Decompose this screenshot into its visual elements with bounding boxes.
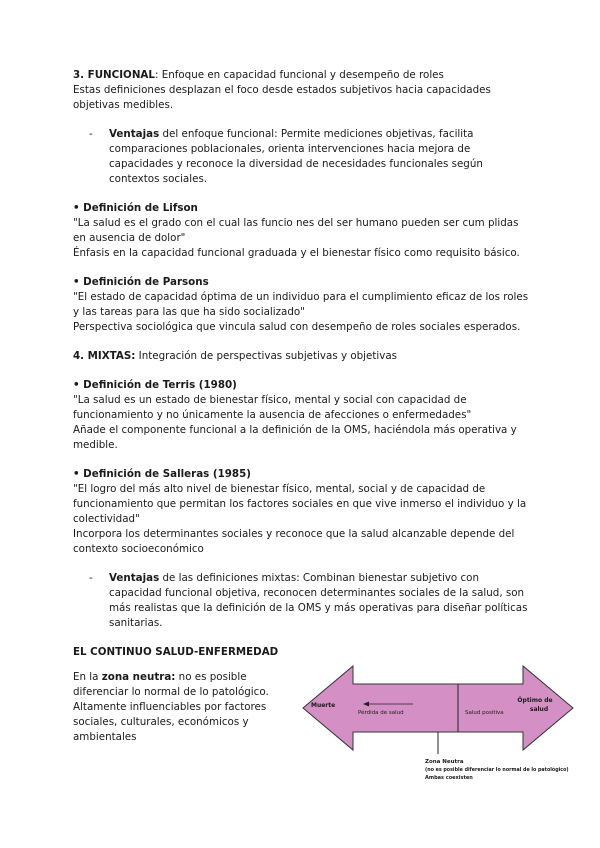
salud-positiva-label: Salud positiva [465, 710, 504, 716]
lifson-note: Énfasis en la capacidad funcional graduada y el bienestar físico como requisito básico. [73, 247, 520, 259]
terris-title: • Definición de Terris (1980) [73, 379, 237, 391]
continuo-diagram [303, 666, 583, 806]
parsons-title: • Definición de Parsons [73, 276, 209, 288]
funcional-ventajas [73, 127, 533, 187]
ambas-coexisten-label: Ambas coexisten [425, 775, 473, 781]
mixtas-heading [73, 349, 533, 364]
lifson-title: • Definición de Lifson [73, 202, 198, 214]
mixtas-heading-bold: 4. MIXTAS: [73, 350, 136, 362]
continuo-diagram-svg [303, 666, 583, 806]
salleras-quote: "El logro del más alto nivel de bienestar físico, mental, social y de capacidad de funcionamiento que permitan los factores sociales en que vive inmerso el individuo y la colectividad" [73, 483, 527, 525]
funcional-heading [73, 68, 533, 83]
salleras-title: • Definición de Salleras (1985) [73, 468, 251, 480]
parsons-note: Perspectiva sociológica que vincula salud con desempeño de roles sociales esperados. [73, 321, 521, 333]
continuo-section [73, 670, 569, 810]
funcional-ventajas-rest: del enfoque funcional: Permite mediciones objetivas, facilita comparaciones poblacionales, orienta intervenciones hacia mejora de capacidades y reconoce la diversidad de necesidades funcionales según contextos sociales. [109, 128, 483, 185]
mixtas-ventajas-bold: Ventajas [109, 572, 160, 584]
parsons-quote: "El estado de capacidad óptima de un individuo para el cumplimiento eficaz de los roles y las tareas para las que ha sido socializado" [73, 291, 529, 318]
funcional-ventajas-bold: Ventajas [109, 128, 160, 140]
funcional-heading-bold: 3. FUNCIONAL [73, 69, 155, 81]
zona-neutra-bold: zona neutra: [101, 671, 176, 683]
zona-neutra-desc: (no es posible diferenciar lo normal de lo patológico) [425, 768, 569, 773]
continuo-title: EL CONTINUO SALUD-ENFERMEDAD [73, 646, 279, 658]
mixtas-ventajas [73, 571, 533, 631]
terris-note: Añade el componente funcional a la definición de la OMS, haciéndola más operativa y medible. [73, 424, 517, 451]
optimo-label-2: salud [529, 706, 549, 713]
dash-bullet: - [89, 572, 93, 584]
perdida-label: Pérdida de salud [358, 710, 404, 716]
zona-neutra-label: Zona Neutra [425, 759, 464, 765]
lifson-quote: "La salud es el grado con el cual las funcio nes del ser humano pueden ser cum plidas en ausencia de dolor" [73, 217, 519, 244]
muerte-label: Muerte [311, 702, 336, 709]
zona-neutra-text [73, 670, 273, 745]
zona-neutra-post: no es posible diferenciar lo normal de lo patológico. Altamente influenciables por factores sociales, culturales, económicos y ambientales [73, 671, 269, 743]
funcional-heading-rest: : Enfoque en capacidad funcional y desempeño de roles [154, 69, 444, 81]
dash-bullet: - [89, 128, 93, 140]
mixtas-ventajas-rest: de las definiciones mixtas: Combinan bienestar subjetivo con capacidad funcional objetiva, reconocen determinantes sociales de la salud, son más realistas que la definición de la OMS y más operativas para diseñar políticas sanitarias. [109, 572, 528, 629]
salleras-note: Incorpora los determinantes sociales y reconoce que la salud alcanzable depende del contexto socioeconómico [73, 528, 515, 555]
document-page [73, 68, 569, 810]
zona-neutra-pre: En la [73, 671, 102, 683]
mixtas-heading-rest: Integración de perspectivas subjetivas y objetivas [135, 350, 398, 362]
terris-quote: "La salud es un estado de bienestar físico, mental y social con capacidad de funcionamiento y no únicamente la ausencia de afecciones o enfermedades" [73, 394, 472, 421]
optimo-label-1: Óptimo de [517, 697, 553, 704]
funcional-intro: Estas definiciones desplazan el foco desde estados subjetivos hacia capacidades objetivas medibles. [73, 84, 491, 111]
